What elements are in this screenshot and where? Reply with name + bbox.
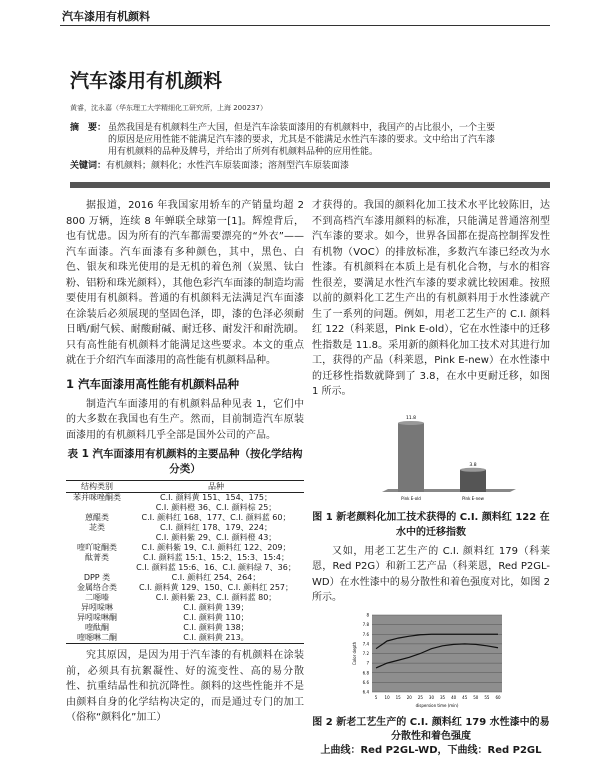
y-tick-label: 6.6 xyxy=(362,679,369,685)
category-cell: 苯并咪唑酮类 xyxy=(73,493,121,502)
table-header: 品种 xyxy=(128,481,304,493)
pigment-cell: C.I. 颜料红 168、177、C.I. 颜料蓝 60； xyxy=(141,513,291,522)
y-tick-label: 6.4 xyxy=(362,689,369,694)
y-tick-label: 7.6 xyxy=(362,631,369,637)
table-row xyxy=(66,523,304,533)
header-rule xyxy=(60,25,550,26)
keywords xyxy=(70,160,349,172)
table-row xyxy=(66,533,304,543)
paper-title: 汽车漆用有机颜料 xyxy=(70,70,223,92)
body-paragraph xyxy=(66,648,304,726)
pigment-cell: C.I. 颜料蓝 15:1、15:2、15:3、15:4； xyxy=(143,553,289,562)
paragraph-text: 究其原因，是因为用于汽车漆的有机颜料在涂装前，必须具有抗絮凝性、好的流变性、高的易分散性、抗重结晶性和抗沉降性。颜料的这些性能并不是由颜料自身的化学结构决定的，而是通过专门的加工（俗称“颜料化”加工） xyxy=(66,650,304,723)
keywords-label: 关键词： xyxy=(70,161,107,171)
category-cell xyxy=(66,503,128,513)
table-row xyxy=(66,603,304,613)
x-tick-label: 25 xyxy=(417,694,423,700)
category-cell xyxy=(66,533,128,543)
x-tick-label: 20 xyxy=(406,694,412,700)
category-cell: 蒽醌类 xyxy=(85,513,109,522)
abstract-label: 摘 要： xyxy=(70,123,107,133)
figure-1-bar-chart xyxy=(370,406,530,506)
figure-1-caption: 图 1 新老颜料化加工技术获得的 C.I. 颜料红 122 在水中的迁移指数 xyxy=(312,511,550,538)
category-cell: 金属络合类 xyxy=(77,583,117,592)
table-row xyxy=(66,583,304,593)
x-tick-label: 40 xyxy=(451,694,457,700)
pigment-cell: C.I. 颜料紫 23、C.I. 颜料蓝 80； xyxy=(155,593,277,602)
pigment-cell: C.I. 颜料蓝 15:6、16、C.I. 颜料绿 7、36； xyxy=(136,563,296,572)
authors: 黄睿，沈永嘉（华东理工大学精细化工研究所，上海 200237） xyxy=(70,104,267,112)
table-header: 结构类别 xyxy=(66,481,128,493)
abstract-line: 的原因是应用性能不能满足汽车漆的要求，尤其是不能满足水性汽车漆的要求。文中给出了汽车漆 xyxy=(108,135,496,145)
pigment-cell: C.I. 颜料黄 138； xyxy=(183,623,249,632)
x-tick-label: 50 xyxy=(473,694,479,700)
table-row xyxy=(66,563,304,573)
y-tick-label: 7.4 xyxy=(362,640,369,646)
right-column xyxy=(312,198,550,758)
bar-top xyxy=(460,467,486,471)
abstract xyxy=(70,122,555,158)
category-cell: 苝类 xyxy=(89,523,105,532)
pigment-cell: C.I. 颜料紫 19、C.I. 颜料红 122、209； xyxy=(141,543,291,552)
table-row xyxy=(66,513,304,523)
y-tick-label: 8 xyxy=(366,612,369,617)
x-tick-label: Pink E-new xyxy=(462,495,484,501)
table-title: 表 1 汽车面漆用有机颜料的主要品种（按化学结构分类） xyxy=(67,448,303,475)
pigment-cell: C.I. 颜料黄 213。 xyxy=(128,633,304,644)
x-tick-label: 55 xyxy=(484,694,490,700)
x-tick-label: Pink E-old xyxy=(401,495,421,501)
table-row xyxy=(66,633,304,644)
pigment-cell: C.I. 颜料红 178、179、224； xyxy=(160,523,272,532)
paragraph-text: 据报道，2016 年我国家用轿车的产销量均超 2 800 万辆，连续 8 年蝉联全球第一[1]。辉煌背后，也有忧患。因为所有的汽车都需要漂亮的“外衣”——汽车面漆。汽车面漆有多种颜色，其中，黑色、白色、银灰和珠光使用的是无机的着色剂（炭黑、钛白粉、铝粉和珠光颜料），其他色彩汽车面漆的制造均需要使用有机颜料。普通的有机颜料无法满足汽车面漆在涂装后必须展现的坚固色泽，即，漆的色泽必须耐日晒/耐气候、耐酸耐碱、耐迁移、耐发汗和耐洗刷。只有高性能有机颜料才能满足这些要求。本文的重点就在于介绍汽车面漆用的高性能有机颜料品种。 xyxy=(66,200,304,366)
table-row xyxy=(66,593,304,603)
figure-2-line-chart xyxy=(340,612,510,712)
keywords-text: 有机颜料；颜料化；水性汽车原装面漆；溶剂型汽车原装面漆 xyxy=(106,161,350,171)
x-tick-label: 60 xyxy=(495,694,501,700)
figure-2-title: 图 2 新老工艺生产的 C.I. 颜料红 179 水性漆中的易分散性和着色强度 xyxy=(312,716,550,742)
figure-2-note: 上曲线：Red P2GL-WD，下曲线：Red P2GL xyxy=(320,744,542,756)
bar xyxy=(398,423,424,492)
table-row xyxy=(66,553,304,563)
abstract-line: 虽然我国是有机颜料生产大国，但是汽车涂装面漆用的有机颜料中，我国产的占比很小，一个主要 xyxy=(108,123,496,133)
pigment-cell: C.I. 颜料红 254、264； xyxy=(171,573,261,582)
pigment-cell: C.I. 颜料黄 139； xyxy=(183,603,249,612)
category-cell: 喹酞酮 xyxy=(85,623,109,632)
pigment-cell: C.I. 颜料黄 110； xyxy=(183,613,249,622)
pigment-table xyxy=(66,480,304,644)
x-tick-label: 10 xyxy=(384,694,390,700)
category-cell: 喹噁啉二酮 xyxy=(66,633,128,644)
category-cell: 酞菁类 xyxy=(85,553,109,562)
table-row xyxy=(66,613,304,623)
y-tick-label: 7.2 xyxy=(362,650,369,656)
body-paragraph xyxy=(66,397,304,444)
category-cell: 异吲哚啉 xyxy=(81,603,113,612)
category-cell xyxy=(66,563,128,573)
pigment-cell: C.I. 颜料黄 151、154、175； xyxy=(160,493,272,502)
x-tick-label: 15 xyxy=(395,694,401,700)
section-divider-bar xyxy=(70,182,550,188)
x-tick-label: 5 xyxy=(374,694,378,700)
data-label: 3.8 xyxy=(469,462,477,468)
body-paragraph xyxy=(312,198,550,400)
bar-top xyxy=(398,421,424,425)
y-axis-label: Color depth xyxy=(352,641,357,665)
data-label: 11.8 xyxy=(405,415,417,421)
category-cell: DPP 类 xyxy=(83,573,111,582)
category-cell: 异吲哚啉酮 xyxy=(77,613,117,622)
y-tick-label: 6.8 xyxy=(362,669,369,675)
pigment-cell: C.I. 颜料橙 36、C.I. 颜料棕 25； xyxy=(155,503,277,512)
pigment-cell: C.I. 颜料紫 29、C.I. 颜料橙 43； xyxy=(155,533,277,542)
paragraph-text: 制造汽车面漆用的有机颜料品种见表 1，它们中的大多数在我国也有生产。然而，目前制造汽车原装面漆用的有机颜料几乎全部是国外公司的产品。 xyxy=(66,398,304,441)
table-row xyxy=(66,623,304,633)
figure-2-caption xyxy=(312,716,550,758)
x-tick-label: 35 xyxy=(439,694,446,700)
x-axis-label: dispersion time (min) xyxy=(415,702,459,708)
category-cell: 喹吖啶酮类 xyxy=(77,543,117,552)
body-paragraph xyxy=(312,544,550,606)
x-tick-label: 45 xyxy=(462,694,468,700)
category-cell: 二噁嗪 xyxy=(85,593,109,602)
pigment-cell: C.I. 颜料黄 129、150、C.I. 颜料红 257； xyxy=(138,583,294,592)
table-row xyxy=(66,503,304,513)
bar xyxy=(460,469,486,491)
y-tick-label: 7.8 xyxy=(362,621,369,627)
table-row xyxy=(66,573,304,583)
table-row xyxy=(66,543,304,553)
x-tick-label: 30 xyxy=(428,694,435,700)
paragraph-text: 才获得的。我国的颜料化加工技术水平比较陈旧，达不到高档汽车漆用颜料的标准，只能满足普通溶剂型汽车漆的要求。如今，世界各国都在提高控制挥发性有机物（VOC）的排放标准，多数汽车漆已经改为水性漆。有机颜料在本质上是有机化合物，与水的相容性很差，要满足水性汽车漆的要求就比较困难。按照以前的颜料化工艺生产出的有机颜料用于水性漆就产生了一系列的问题。例如，用老工艺生产的 C.I. 颜料红 122（科莱恩，Pink E-old），它在水性漆中的迁移性指数是 11.8。采用新的颜料化加工技术对其进行加工，获得的产品（科莱恩，Pink E-new）在水性漆中的迁移性指数就降到了 3.8，在水中更耐迁移，如图 1 所示。 xyxy=(312,200,550,397)
left-column xyxy=(66,198,304,726)
body-paragraph xyxy=(66,198,304,369)
y-tick-label: 7 xyxy=(366,660,369,666)
section-heading: 1 汽车面漆用高性能有机颜料品种 xyxy=(66,376,240,391)
paragraph-text: 又如，用老工艺生产的 C.I. 颜料红 179（科莱恩，Red P2G）和新工艺产品（科莱恩，Red P2GL-WD）在水性漆中的易分散性和着色强度对比，如图 2 所示。 xyxy=(312,545,550,603)
running-header: 汽车漆用有机颜料 xyxy=(62,10,150,23)
table-row xyxy=(66,493,304,504)
abstract-line: 用有机颜料的品种及牌号，并给出了所列有机颜料品种的应用性能。 xyxy=(108,147,379,157)
